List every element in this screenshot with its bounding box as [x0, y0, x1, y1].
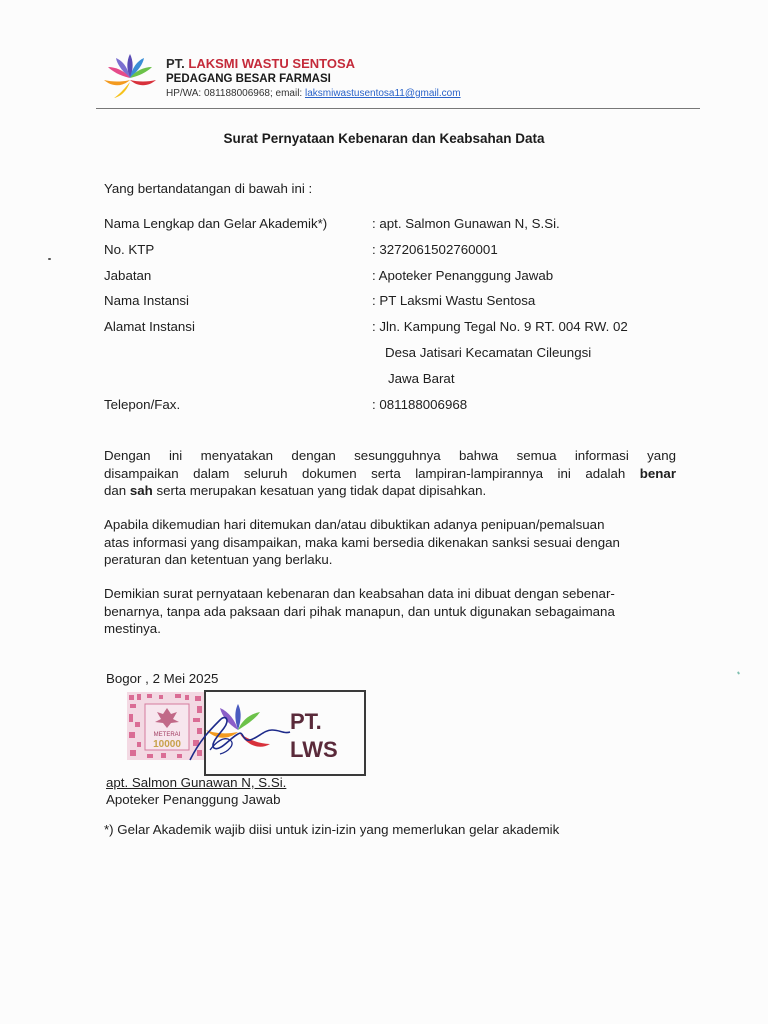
company-subtitle: PEDAGANG BESAR FARMASI: [166, 73, 331, 85]
field-label-address: Alamat Instansi: [104, 319, 195, 334]
field-label-ktp: No. KTP: [104, 242, 155, 257]
signatory-name: apt. Salmon Gunawan N, S.Si.: [106, 775, 287, 790]
field-label-institution: Nama Instansi: [104, 293, 189, 308]
field-value-institution: : PT Laksmi Wastu Sentosa: [372, 293, 536, 308]
intro-text: Yang bertandatangan di bawah ini :: [104, 181, 313, 196]
field-label-phone: Telepon/Fax.: [104, 397, 181, 412]
stamp-line-1: PT.: [290, 709, 322, 734]
field-value-address-line2: Desa Jatisari Kecamatan Cileungsi: [385, 345, 592, 360]
field-value-position: : Apoteker Penanggung Jawab: [372, 268, 554, 283]
field-value-name: : apt. Salmon Gunawan N, S.Si.: [372, 216, 560, 231]
meterai-label: METERAI: [153, 732, 181, 738]
stamp-line-2: LWS: [290, 737, 338, 762]
header-divider: [96, 108, 700, 109]
scan-speck: [48, 258, 51, 260]
meterai-value: 10000: [153, 739, 181, 750]
field-value-address-line3: Jawa Barat: [388, 371, 455, 386]
email-link[interactable]: laksmiwastusentosa11@gmail.com: [304, 88, 461, 99]
signatory-position: Apoteker Penanggung Jawab: [106, 792, 281, 807]
field-label-name: Nama Lengkap dan Gelar Akademik*): [104, 216, 328, 231]
scan-speck: [737, 671, 740, 675]
closing-paragraph: Demikian surat pernyataan kebenaran dan keabsahan data ini dibuat dengan sebenar- benarnya, tanpa ada paksaan dari pihak manapun, dan untuk digunakan sebagaimana mestinya.: [104, 586, 615, 636]
company-logo-icon: [100, 52, 160, 104]
field-value-ktp: : 3272061502760001: [372, 242, 498, 257]
document-title: Surat Pernyataan Kebenaran dan Keabsahan Data: [223, 131, 545, 146]
company-name: PT. LAKSMI WASTU SENTOSA: [166, 56, 356, 71]
signature-icon: [180, 700, 300, 770]
field-label-position: Jabatan: [104, 268, 152, 283]
company-contact: HP/WA: 081188006968; email: laksmiwastusentosa11@gmail.com: [166, 88, 461, 99]
field-value-address-line1: : Jln. Kampung Tegal No. 9 RT. 004 RW. 02: [372, 319, 628, 334]
field-value-phone: : 081188006968: [372, 397, 468, 412]
footnote: *) Gelar Akademik wajib diisi untuk izin-izin yang memerlukan gelar akademik: [104, 822, 560, 837]
sanction-paragraph: Apabila dikemudian hari ditemukan dan/atau dibuktikan adanya penipuan/pemalsuan atas informasi yang disampaikan, maka kami bersedia dikenakan sanksi sesuai dengan peraturan dan ketentuan yang berlaku.: [104, 517, 620, 567]
place-date: Bogor , 2 Mei 2025: [106, 671, 219, 686]
statement-paragraph: Dengan ini menyatakan dengan sesungguhnya bahwa semua informasi yang disampaikan dalam seluruh dokumen serta lampiran-lampirannya ini adalah benar dan sah serta merupakan kesatuan yang tidak dapat dipisahkan.: [104, 448, 676, 498]
